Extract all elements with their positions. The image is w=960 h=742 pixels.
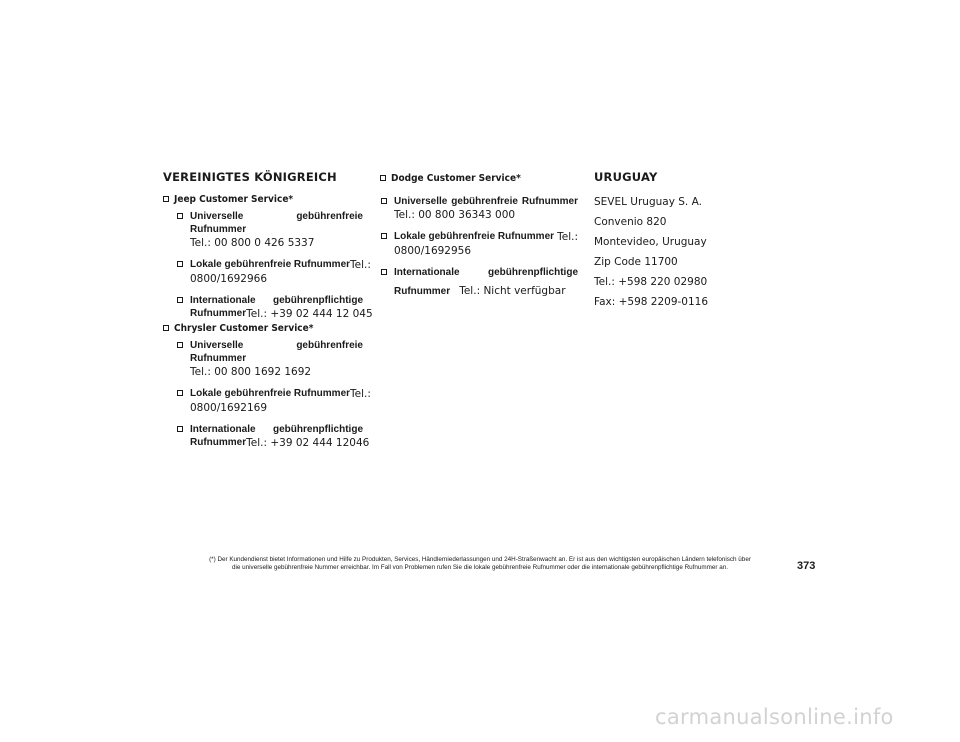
jeep-universal-title: Universelle gebührenfreie Rufnummer: [190, 211, 363, 235]
checkbox-square-icon: [163, 196, 169, 202]
footnote-line-1: (*) Der Kundendienst bietet Informationen und Hilfe zu Produkten, Services, Händlerniederlassungen und 24H-Straßenwacht an. Er ist aus den wichtigsten europäischen Ländern telefonisch über: [209, 556, 751, 563]
checkbox-square-icon: [163, 325, 169, 331]
checkbox-square-icon: [381, 269, 387, 275]
jeep-international: [190, 294, 373, 321]
dodge-universal-tel: Tel.: 00 800 36343 000: [394, 209, 516, 221]
chrysler-intl-title-a: Internationale: [190, 424, 256, 435]
jeep-universal-tel: Tel.: 00 800 0 426 5337: [190, 237, 315, 249]
jeep-local-tel: 0800/1692966: [190, 273, 268, 285]
chrysler-service-label: Chrysler Customer Service*: [174, 323, 314, 334]
chrysler-international: [190, 423, 370, 450]
footnote-line-2: die universelle gebührenfreie Nummer erreichbar. Im Fall von Problemen rufen Sie die lokale gebührenfreie Rufnummer oder die internationale gebührenpflichtige Rufnummer an.: [232, 564, 728, 571]
dodge-local-tel: 0800/1692956: [394, 245, 472, 257]
jeep-local-title: Lokale gebührenfreie Rufnummer: [190, 259, 351, 270]
chrysler-local-tel: 0800/1692169: [190, 402, 268, 414]
chrysler-local-title: Lokale gebührenfreie Rufnummer: [190, 388, 351, 399]
chrysler-local-tel-prefix: Tel.:: [350, 388, 371, 400]
dodge-intl-title-a: Internationale: [394, 267, 460, 278]
chrysler-universal-title: Universelle gebührenfreie Rufnummer: [190, 340, 363, 364]
checkbox-square-icon: [380, 175, 386, 181]
dodge-local-tel-prefix: Tel.:: [557, 231, 578, 243]
jeep-local: [190, 258, 371, 286]
dodge-intl-title-b: gebührenpflichtige: [488, 267, 578, 278]
uruguay-city: Montevideo, Uruguay: [594, 236, 707, 248]
dodge-service-label: Dodge Customer Service*: [391, 173, 521, 184]
page-number: 373: [797, 560, 816, 572]
jeep-local-tel-prefix: Tel.:: [350, 259, 371, 271]
jeep-service-label: Jeep Customer Service*: [174, 194, 294, 205]
dodge-intl-tel: Tel.: Nicht verfügbar: [459, 285, 566, 297]
jeep-intl-title-a: Internationale: [190, 295, 256, 306]
jeep-service: [163, 193, 363, 206]
uruguay-column: [594, 170, 794, 315]
jeep-intl-title-b: gebührenpflichtige: [273, 295, 363, 306]
uk-column: [163, 170, 373, 458]
dodge-universal-title: Universelle gebührenfreie Rufnummer: [394, 196, 578, 207]
uruguay-tel: Tel.: +598 220 02980: [594, 276, 708, 288]
uruguay-fax: Fax: +598 2209-0116: [594, 296, 709, 308]
watermark: carmanualsonline.info: [655, 705, 894, 729]
uruguay-heading: URUGUAY: [594, 170, 658, 184]
chrysler-universal: [190, 339, 363, 379]
jeep-intl-tel: Tel.: +39 02 444 12 045: [246, 308, 373, 320]
checkbox-square-icon: [381, 198, 387, 204]
jeep-intl-title-c: Rufnummer: [190, 308, 247, 319]
chrysler-intl-title-c: Rufnummer: [190, 437, 247, 448]
checkbox-square-icon: [177, 297, 183, 303]
checkbox-square-icon: [177, 213, 183, 219]
jeep-universal: [190, 210, 363, 250]
uruguay-zip: Zip Code 11700: [594, 256, 678, 268]
dodge-service: [380, 172, 578, 185]
chrysler-intl-tel: Tel.: +39 02 444 12046: [246, 437, 370, 449]
dodge-column: [380, 170, 578, 306]
checkbox-square-icon: [177, 342, 183, 348]
checkbox-square-icon: [177, 390, 183, 396]
chrysler-service: [163, 322, 363, 335]
chrysler-intl-title-b: gebührenpflichtige: [273, 424, 363, 435]
dodge-universal: [394, 195, 578, 222]
checkbox-square-icon: [381, 233, 387, 239]
uruguay-company: SEVEL Uruguay S. A.: [594, 196, 702, 208]
footnote: [175, 556, 785, 572]
dodge-local-title: Lokale gebührenfreie Rufnummer: [394, 231, 555, 242]
dodge-international: [394, 266, 578, 298]
dodge-intl-title-c: Rufnummer: [394, 286, 451, 297]
uk-heading: VEREINIGTES KÖNIGREICH: [163, 170, 337, 184]
uruguay-street: Convenio 820: [594, 216, 667, 228]
chrysler-local: [190, 387, 371, 415]
chrysler-universal-tel: Tel.: 00 800 1692 1692: [190, 366, 312, 378]
checkbox-square-icon: [177, 426, 183, 432]
dodge-local: [394, 230, 578, 258]
checkbox-square-icon: [177, 261, 183, 267]
